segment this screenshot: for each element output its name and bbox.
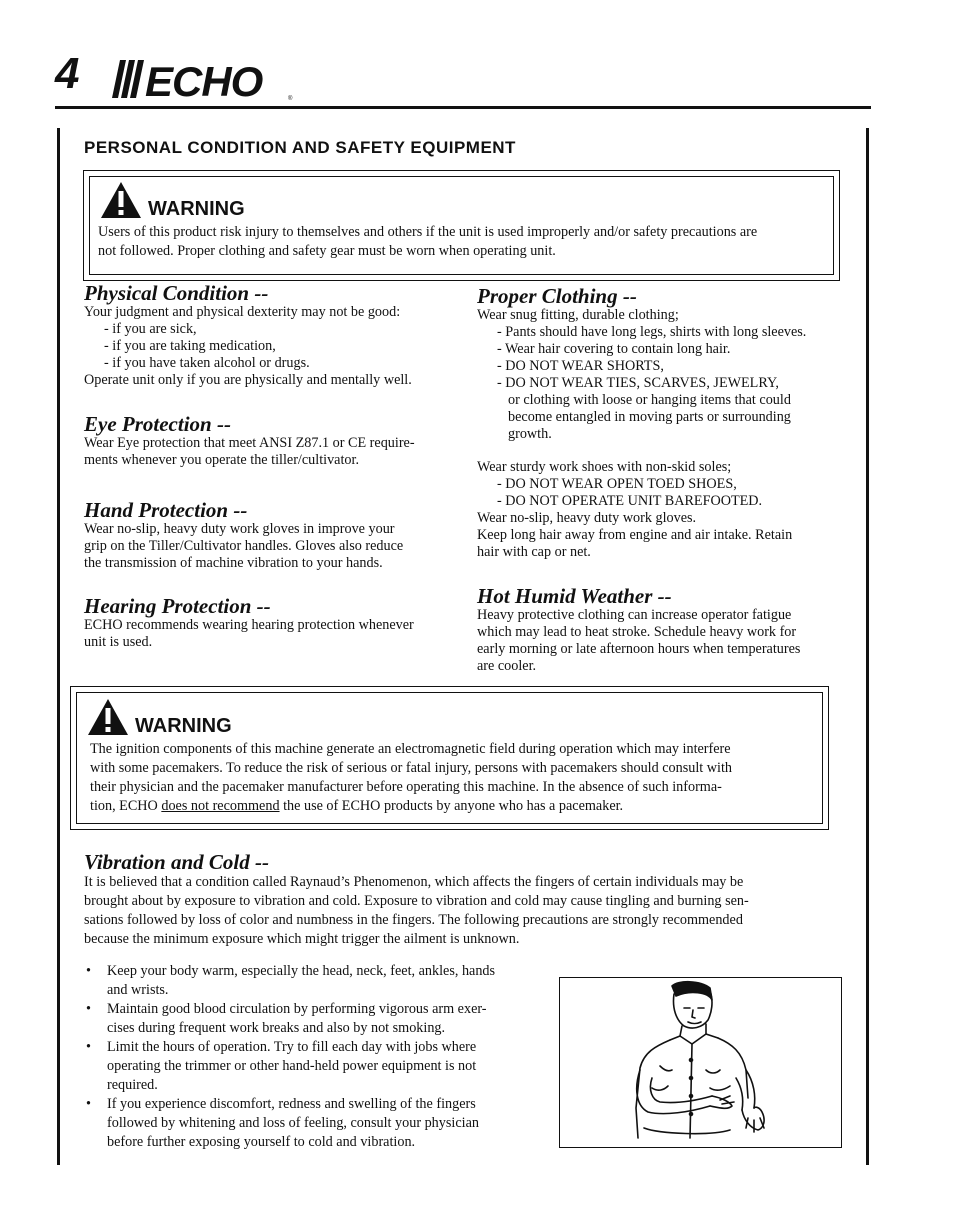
warning-box-pacemaker — [70, 686, 829, 830]
hand-protection-heading: Hand Protection -- — [84, 498, 248, 522]
warning-triangle-icon — [100, 181, 142, 219]
section-title: PERSONAL CONDITION AND SAFETY EQUIPMENT — [84, 138, 516, 157]
list-item: • Keep your body warm, especially the head, neck, feet, ankles, hands and wrists. — [86, 963, 496, 998]
logo-wordmark: ECHO — [145, 58, 263, 102]
hand-protection-section: Hand Protection -- Wear no-slip, heavy duty work gloves in improve your grip on the Tiller/Cultivator handles. Gloves also reduce the transmission of machine vibration to your hands. — [84, 499, 464, 572]
hearing-protection-section: Hearing Protection -- ECHO recommends wearing hearing protection whenever unit is used. — [84, 595, 464, 651]
warning-triangle-icon — [87, 698, 129, 736]
man-examining-hands-illustration — [559, 977, 842, 1148]
physical-condition-heading: Physical Condition -- — [84, 281, 269, 305]
page-number: 4 — [55, 49, 80, 98]
left-margin-rule — [57, 128, 60, 1165]
proper-clothing-heading: Proper Clothing -- — [477, 284, 637, 308]
eye-protection-section: Eye Protection -- Wear Eye protection that meet ANSI Z87.1 or CE require- ments whenever you operate the tiller/cultivator. — [84, 413, 464, 469]
physical-condition-section: Physical Condition -- Your judgment and physical dexterity may not be good: - if you are sick, - if you are taking medication, - if you have taken alcohol or drugs. Operate unit only if you are physically and mentally well. — [84, 282, 464, 389]
man-figure-drawing — [560, 978, 841, 1147]
warning-text: The ignition components of this machine generate an electromagnetic field during operation which may interfere with some pacemakers. To reduce the risk of serious or fatal injury, persons with pacemakers should consult with their physician and the pacemaker manufacturer before operating this machine. In the absence of such informa- tion, ECHO does not recommend the use of ECHO products by anyone who has a pacemaker. — [90, 741, 733, 814]
warning-label: WARNING — [148, 198, 245, 220]
eye-protection-heading: Eye Protection -- — [84, 412, 231, 436]
does-not-recommend-emphasis: does not recommend — [161, 798, 280, 814]
list-item: • Maintain good blood circulation by performing vigorous arm exer- cises during frequent work breaks and also by not smoking. — [86, 1001, 487, 1036]
right-margin-rule — [866, 128, 869, 1165]
header-rule — [55, 106, 871, 109]
hearing-protection-heading: Hearing Protection -- — [84, 594, 271, 618]
warning-label: WARNING — [135, 715, 232, 737]
list-item: • If you experience discomfort, redness and swelling of the fingers followed by whitening and loss of feeling, consult your physician before further exposing yourself to cold and vibration. — [86, 1096, 479, 1150]
vibration-precautions-list — [84, 962, 544, 1152]
logo-speed-stripes — [112, 60, 144, 98]
vibration-and-cold-heading: Vibration and Cold -- — [84, 850, 269, 874]
hot-humid-weather-section: Hot Humid Weather -- Heavy protective clothing can increase operator fatigue which may lead to heat stroke. Schedule heavy work for early morning or late afternoon hours when temperatures are cooler. — [477, 585, 857, 675]
vibration-and-cold-section: Vibration and Cold -- It is believed that a condition called Raynaud’s Phenomenon, which affects the fingers of certain individuals may be brought about by exposure to vibration and cold. Exposure to vibration and cold may cause tingling and burning sen- sations followed by loss of color and numbness in the fingers. The following precautions are strongly recommended because the minimum exposure which might trigger the ailment is unknown. — [84, 851, 844, 949]
warning-text: Users of this product risk injury to themselves and others if the unit is used improperly and/or safety precautions are not followed. Proper clothing and safety gear must be worn when operating unit. — [98, 224, 758, 259]
svg-text:®: ® — [288, 96, 293, 102]
list-item: • Limit the hours of operation. Try to fill each day with jobs where operating the trimmer or other hand-held power equipment is not required. — [86, 1039, 477, 1093]
echo-logo — [110, 58, 300, 102]
hot-humid-weather-heading: Hot Humid Weather -- — [477, 584, 672, 608]
warning-box-personal — [83, 170, 840, 281]
proper-clothing-section: Proper Clothing -- Wear snug fitting, durable clothing; - Pants should have long legs, shirts with long sleeves. - Wear hair covering to contain long hair. - DO NOT WEAR SHORTS, - DO NOT WEAR TIES, SCARVES, JEWELRY, or clothing with loose or hanging items that could become entangled in moving parts or surrounding growth. Wear sturdy work shoes with non-skid soles; - DO NOT WEAR OPEN TOED SHOES, - DO NOT OPERATE UNIT BAREFOOTED. Wear no-slip, heavy duty work gloves. Keep long hair away from engine and air intake. Retain hair with cap or net. — [477, 285, 857, 561]
